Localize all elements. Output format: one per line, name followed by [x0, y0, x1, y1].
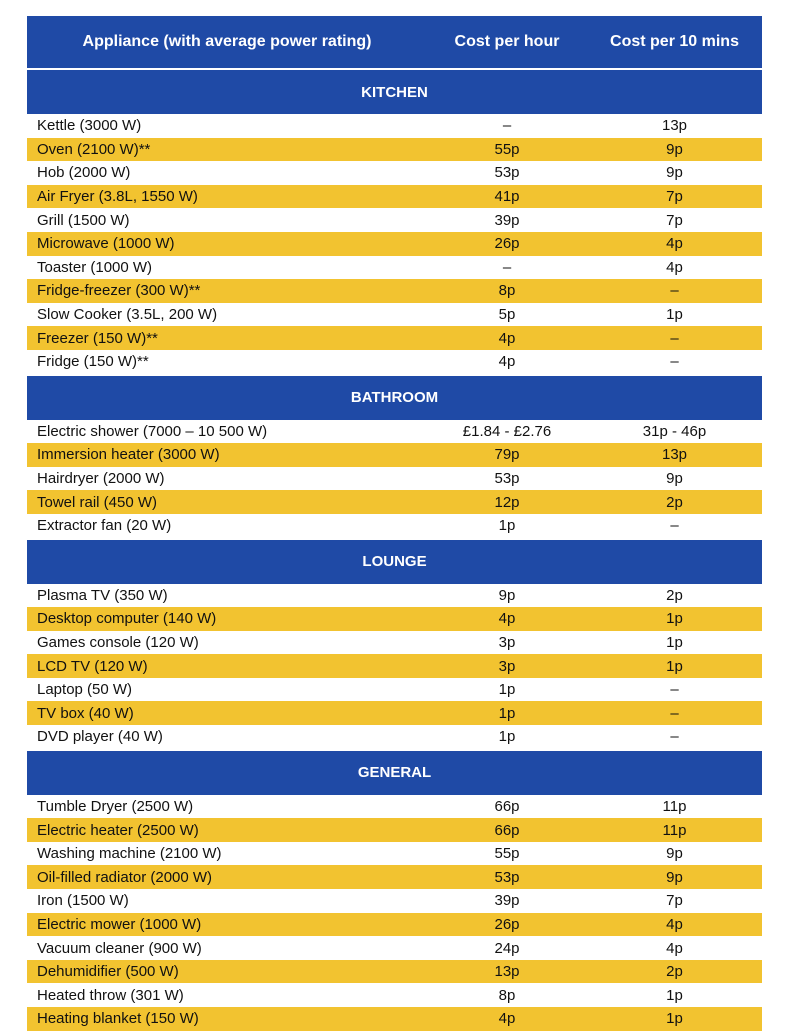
table-row — [27, 350, 762, 374]
cell-cost-per-hour: 53p — [494, 164, 520, 182]
cell-cost-per-hour: 24p — [494, 939, 520, 957]
table-row — [27, 443, 762, 467]
cell-appliance: Freezer (150 W)** — [37, 329, 158, 347]
cell-appliance: Electric heater (2500 W) — [37, 821, 199, 839]
cell-appliance: Hairdryer (2000 W) — [37, 470, 165, 488]
cell-cost-per-10-mins: 1p — [666, 1010, 683, 1028]
cell-cost-per-10-mins: – — [670, 517, 679, 535]
cell-appliance: Iron (1500 W) — [37, 892, 129, 910]
cell-cost-per-hour: 26p — [494, 915, 520, 933]
table-row — [27, 467, 762, 491]
cell-appliance: Extractor fan (20 W) — [37, 517, 172, 535]
cell-cost-per-hour: 8p — [498, 986, 516, 1004]
table-row — [27, 936, 762, 960]
table-row — [27, 889, 762, 913]
cell-appliance: Hob (2000 W) — [37, 164, 131, 182]
cell-cost-per-10-mins: 1p — [666, 633, 683, 651]
table-row — [27, 256, 762, 280]
cell-cost-per-hour: 39p — [494, 892, 520, 910]
cell-appliance: Oil-filled radiator (2000 W) — [37, 868, 213, 886]
appliance-cost-table — [27, 16, 762, 1031]
header-cost-per-hour: Cost per hour — [454, 33, 560, 50]
cell-cost-per-hour: 3p — [498, 657, 516, 675]
cell-cost-per-10-mins: 13p — [661, 117, 688, 135]
section-header-lounge: LOUNGE — [27, 538, 762, 584]
table-row — [27, 607, 762, 631]
cell-cost-per-10-mins: 7p — [666, 211, 683, 229]
cell-cost-per-10-mins: 4p — [666, 258, 683, 276]
cell-cost-per-10-mins: – — [670, 282, 679, 300]
cell-cost-per-10-mins: – — [670, 353, 679, 371]
table-row — [27, 208, 762, 232]
cell-cost-per-10-mins: 1p — [666, 306, 683, 324]
cell-cost-per-hour: 4p — [498, 610, 516, 628]
cell-appliance: Fridge-freezer (300 W)** — [37, 282, 201, 300]
table-row — [27, 114, 762, 138]
cell-appliance: Fridge (150 W)** — [37, 353, 149, 371]
cell-cost-per-10-mins: 2p — [666, 586, 683, 604]
cell-cost-per-hour: 4p — [498, 1010, 516, 1028]
table-row — [27, 701, 762, 725]
cell-appliance: Kettle (3000 W) — [37, 117, 142, 135]
table-row — [27, 420, 762, 444]
cell-appliance: Grill (1500 W) — [37, 211, 130, 229]
cell-cost-per-hour: – — [502, 117, 512, 135]
table-row — [27, 185, 762, 209]
table-row — [27, 865, 762, 889]
table-row — [27, 795, 762, 819]
table-row — [27, 584, 762, 608]
table-row — [27, 161, 762, 185]
cell-cost-per-hour: 13p — [494, 963, 520, 981]
cell-appliance: TV box (40 W) — [37, 704, 134, 722]
cell-appliance: Tumble Dryer (2500 W) — [37, 797, 194, 815]
cell-cost-per-hour: – — [502, 258, 512, 276]
cell-cost-per-10-mins: 31p - 46p — [642, 422, 707, 440]
cell-cost-per-10-mins: 4p — [666, 235, 683, 253]
table-row — [27, 326, 762, 350]
header-appliance: Appliance (with average power rating) — [82, 33, 372, 50]
cell-cost-per-10-mins: 1p — [666, 610, 683, 628]
cell-cost-per-hour: 8p — [498, 282, 516, 300]
table-header — [27, 16, 762, 68]
cell-cost-per-10-mins: 4p — [666, 939, 683, 957]
cell-cost-per-hour: 1p — [498, 517, 516, 535]
cell-cost-per-10-mins: – — [670, 681, 679, 699]
header-cost-per-10-mins: Cost per 10 mins — [610, 33, 739, 50]
table-row — [27, 490, 762, 514]
cell-appliance: Plasma TV (350 W) — [37, 586, 168, 604]
cell-appliance: Air Fryer (3.8L, 1550 W) — [37, 188, 198, 206]
cell-appliance: Heated throw (301 W) — [37, 986, 184, 1004]
cell-appliance: Oven (2100 W)** — [37, 140, 151, 158]
cell-cost-per-hour: 9p — [498, 586, 516, 604]
table-row — [27, 678, 762, 702]
cell-cost-per-10-mins: 9p — [666, 845, 683, 863]
cell-cost-per-10-mins: 11p — [662, 821, 687, 839]
cell-appliance: Electric shower (7000 – 10 500 W) — [37, 422, 268, 440]
cell-cost-per-10-mins: 9p — [666, 868, 683, 886]
table-row — [27, 1007, 762, 1031]
cell-cost-per-10-mins: 9p — [666, 140, 683, 158]
cell-appliance: Electric mower (1000 W) — [37, 915, 202, 933]
table-row — [27, 818, 762, 842]
cell-cost-per-hour: 66p — [494, 797, 520, 815]
cell-appliance: Towel rail (450 W) — [37, 493, 158, 511]
cell-cost-per-10-mins: 2p — [666, 493, 683, 511]
cell-cost-per-10-mins: 4p — [666, 915, 683, 933]
cell-cost-per-10-mins: 7p — [666, 188, 683, 206]
cell-cost-per-hour: £1.84 - £2.76 — [462, 422, 552, 440]
cell-cost-per-hour: 12p — [494, 493, 520, 511]
table-body — [27, 68, 762, 1031]
cell-cost-per-hour: 4p — [498, 353, 516, 371]
table-row — [27, 514, 762, 538]
cell-cost-per-hour: 53p — [494, 470, 520, 488]
cell-cost-per-hour: 1p — [498, 704, 516, 722]
table-row — [27, 842, 762, 866]
cell-cost-per-hour: 66p — [494, 821, 520, 839]
table-row — [27, 983, 762, 1007]
cell-appliance: Laptop (50 W) — [37, 681, 133, 699]
table-row — [27, 913, 762, 937]
table-row — [27, 138, 762, 162]
cell-appliance: Microwave (1000 W) — [37, 235, 175, 253]
cell-appliance: Slow Cooker (3.5L, 200 W) — [37, 306, 218, 324]
cell-cost-per-hour: 55p — [494, 140, 520, 158]
section-header-bathroom: BATHROOM — [27, 374, 762, 420]
cell-appliance: LCD TV (120 W) — [37, 657, 148, 675]
table-row — [27, 654, 762, 678]
cell-cost-per-10-mins: 2p — [666, 963, 683, 981]
cell-cost-per-hour: 3p — [498, 633, 516, 651]
cell-cost-per-hour: 1p — [498, 681, 516, 699]
cell-appliance: Washing machine (2100 W) — [37, 845, 222, 863]
cell-cost-per-hour: 53p — [494, 868, 520, 886]
cell-cost-per-10-mins: 13p — [661, 446, 688, 464]
table-row — [27, 725, 762, 749]
cell-cost-per-10-mins: 11p — [662, 797, 687, 815]
cell-appliance: Dehumidifier (500 W) — [37, 963, 179, 981]
cell-cost-per-10-mins: 1p — [666, 657, 683, 675]
cell-cost-per-hour: 55p — [494, 845, 520, 863]
cell-cost-per-hour: 5p — [498, 306, 516, 324]
section-header-general: GENERAL — [27, 749, 762, 795]
cell-cost-per-10-mins: 7p — [666, 892, 683, 910]
cell-cost-per-hour: 79p — [494, 446, 520, 464]
cell-cost-per-hour: 4p — [498, 329, 516, 347]
cell-appliance: Immersion heater (3000 W) — [37, 446, 220, 464]
cell-appliance: DVD player (40 W) — [37, 728, 163, 746]
table-row — [27, 960, 762, 984]
table-row — [27, 631, 762, 655]
cell-cost-per-10-mins: – — [670, 329, 679, 347]
cell-appliance: Desktop computer (140 W) — [37, 610, 217, 628]
cell-appliance: Vacuum cleaner (900 W) — [37, 939, 202, 957]
cell-cost-per-10-mins: 1p — [666, 986, 683, 1004]
section-header-kitchen: KITCHEN — [27, 68, 762, 114]
cell-cost-per-10-mins: – — [670, 728, 679, 746]
cell-cost-per-hour: 1p — [498, 728, 516, 746]
cell-cost-per-hour: 41p — [494, 188, 520, 206]
cell-cost-per-hour: 39p — [494, 211, 520, 229]
cell-appliance: Heating blanket (150 W) — [37, 1010, 199, 1028]
cell-appliance: Games console (120 W) — [37, 633, 199, 651]
table-row — [27, 303, 762, 327]
cell-cost-per-10-mins: 9p — [666, 164, 683, 182]
table-row — [27, 279, 762, 303]
cell-appliance: Toaster (1000 W) — [37, 258, 153, 276]
cell-cost-per-10-mins: 9p — [666, 470, 683, 488]
table-row — [27, 232, 762, 256]
cell-cost-per-10-mins: – — [670, 704, 679, 722]
cell-cost-per-hour: 26p — [494, 235, 520, 253]
